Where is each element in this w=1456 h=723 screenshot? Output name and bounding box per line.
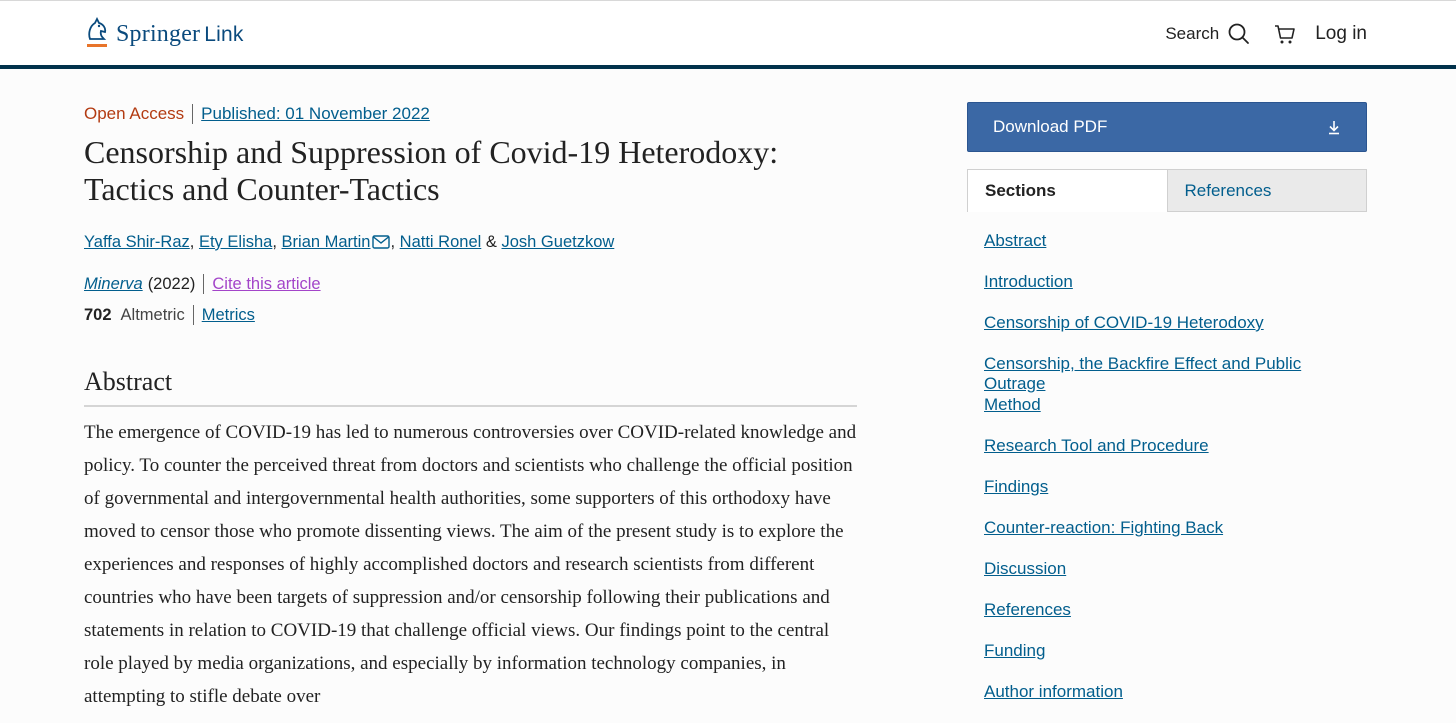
cite-article-link[interactable]: Cite this article <box>212 274 321 293</box>
author-link[interactable]: Brian Martin <box>281 233 371 251</box>
mail-icon[interactable] <box>372 235 390 249</box>
login-link[interactable]: Log in <box>1315 23 1367 44</box>
header-nav <box>1165 19 1367 49</box>
springer-horse-logo-icon <box>84 17 110 51</box>
section-link-findings[interactable]: Findings <box>984 477 1049 496</box>
section-link-discussion[interactable]: Discussion <box>984 559 1067 578</box>
altmetric-value: 702 <box>84 305 112 324</box>
site-header <box>0 0 1456 66</box>
metrics-link[interactable]: Metrics <box>201 305 255 324</box>
author-list <box>84 231 859 253</box>
metrics-row <box>84 304 859 326</box>
journal-year: (2022) <box>147 274 196 293</box>
section-link-method[interactable]: Method <box>984 395 1041 414</box>
title-line-2: Tactics and Counter-Tactics <box>84 171 440 207</box>
author-separator: , <box>189 233 195 251</box>
springer-link-logo[interactable] <box>84 17 244 51</box>
logo-brand: Springer <box>116 20 201 47</box>
section-link-references[interactable]: References <box>984 600 1071 619</box>
author-separator: , <box>272 233 277 251</box>
list-item <box>984 600 1367 641</box>
search-button[interactable] <box>1165 22 1251 46</box>
list-item <box>984 518 1367 559</box>
open-access-badge: Open Access <box>84 104 185 123</box>
download-pdf-label: Download PDF <box>993 117 1108 136</box>
list-item <box>984 354 1367 395</box>
list-item <box>984 477 1367 518</box>
tab-references[interactable]: References <box>1167 169 1368 212</box>
article-meta-top <box>84 102 859 126</box>
journal-row <box>84 273 859 295</box>
author-link[interactable]: Natti Ronel <box>399 233 482 251</box>
section-link-abstract[interactable]: Abstract <box>984 231 1047 250</box>
author-separator: , <box>390 233 396 251</box>
author-link[interactable]: Ety Elisha <box>198 233 273 251</box>
list-item <box>984 231 1367 272</box>
list-item <box>984 313 1367 354</box>
journal-link[interactable]: Minerva <box>84 274 143 293</box>
author-and: & <box>485 233 497 251</box>
section-link-author-information[interactable]: Author information <box>984 682 1123 701</box>
download-icon <box>1327 119 1341 135</box>
list-item <box>984 682 1367 723</box>
tab-sections[interactable]: Sections <box>967 169 1167 212</box>
section-link-introduction[interactable]: Introduction <box>984 272 1073 291</box>
article-sidebar <box>967 102 1367 723</box>
download-pdf-button[interactable] <box>967 102 1367 152</box>
section-link-censorship[interactable]: Censorship of COVID-19 Heterodoxy <box>984 313 1264 332</box>
article-main <box>84 102 859 713</box>
article-title <box>84 134 859 208</box>
author-link[interactable]: Yaffa Shir-Raz <box>84 233 190 251</box>
list-item <box>984 395 1367 436</box>
list-item <box>984 641 1367 682</box>
divider <box>203 274 204 294</box>
section-link-research-tool[interactable]: Research Tool and Procedure <box>984 436 1209 455</box>
header-divider <box>0 65 1456 69</box>
author-link[interactable]: Josh Guetzkow <box>501 233 615 251</box>
abstract-heading: Abstract <box>84 367 857 407</box>
section-link-counter-reaction[interactable]: Counter-reaction: Fighting Back <box>984 518 1224 537</box>
search-icon <box>1227 22 1251 46</box>
sidebar-tabs <box>967 169 1367 212</box>
published-date-link[interactable]: Published: 01 November 2022 <box>201 104 430 123</box>
list-item <box>984 272 1367 313</box>
section-link-funding[interactable]: Funding <box>984 641 1046 660</box>
sections-nav <box>967 231 1367 723</box>
abstract-body: The emergence of COVID-19 has led to numerous controversies over COVID-related knowledge and policy. To counter the perceived threat from doctors and scientists who challenge the official position of governmental and intergovernmental health authorities, some supporters of this orthodoxy have moved to censor those who promote dissenting views. The aim of the present study is to explore the experiences and responses of highly accomplished doctors and research scientists from different countries who have been targets of suppression and/or censorship following their publications and statements in relation to COVID-19 that challenge official views. Our findings point to the central role played by media organizations, and especially by information technology companies, in attempting to stifle debate over <box>84 422 857 707</box>
divider <box>193 305 194 325</box>
title-line-1: Censorship and Suppression of Covid-19 Heterodoxy: <box>84 134 779 170</box>
divider <box>192 104 193 124</box>
list-item <box>984 436 1367 477</box>
logo-wordmark <box>116 21 244 48</box>
section-link-backfire-effect[interactable]: Censorship, the Backfire Effect and Public Outrage <box>984 354 1302 393</box>
search-label: Search <box>1165 24 1220 43</box>
altmetric-label: Altmetric <box>120 305 185 324</box>
cart-icon[interactable] <box>1273 22 1297 46</box>
logo-sub: Link <box>204 22 244 46</box>
list-item <box>984 559 1367 600</box>
